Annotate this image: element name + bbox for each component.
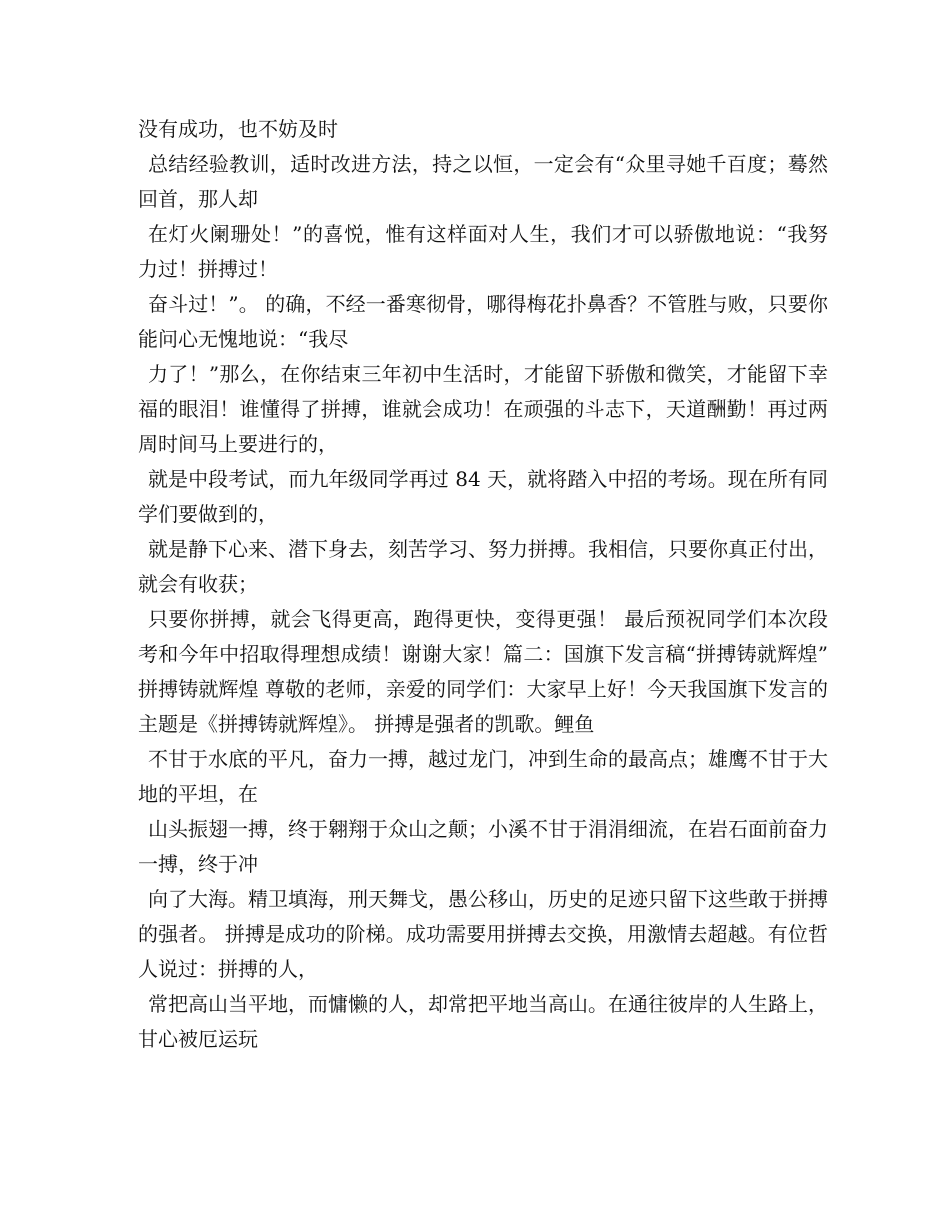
paragraph: 总结经验教训，适时改进方法，持之以恒，一定会有“众里寻她千百度；蓦然回首，那人却 <box>138 152 828 211</box>
paragraph: 在灯火阑珊处！”的喜悦，惟有这样面对人生，我们才可以骄傲地说：“我努力过！拼搏过！ <box>138 222 828 281</box>
paragraph: 没有成功，也不妨及时 <box>138 117 338 141</box>
paragraph: 常把高山当平地，而慵懒的人，却常把平地当高山。在通往彼岸的人生路上，甘心被厄运玩 <box>138 992 828 1051</box>
paragraph: 只要你拼搏，就会飞得更高，跑得更快，变得更强！ 最后预祝同学们本次段考和今年中招取得理想成绩！谢谢大家！篇二：国旗下发言稿“拼搏铸就辉煌” 拼搏铸就辉煌 尊敬的老师，亲爱的同学们：大家早上好！今天我国旗下发言的主题是《拼搏铸就辉煌》。 拼搏是强者的凯歌。鲤鱼 <box>138 607 848 736</box>
paragraph: 就是中段考试，而九年级同学再过 84 天，就将踏入中招的考场。现在所有同学们要做到的， <box>138 467 828 526</box>
paragraph: 不甘于水底的平凡，奋力一搏，越过龙门，冲到生命的最高点；雄鹰不甘于大地的平坦，在 <box>138 747 828 806</box>
paragraph: 奋斗过！”。 的确，不经一番寒彻骨，哪得梅花扑鼻香？不管胜与败，只要你能问心无愧地说：“我尽 <box>138 292 828 351</box>
paragraph: 向了大海。精卫填海，刑天舞戈，愚公移山，历史的足迹只留下这些敢于拼搏的强者。 拼搏是成功的阶梯。成功需要用拼搏去交换，用激情去超越。有位哲人说过：拼搏的人， <box>138 887 828 981</box>
paragraph: 山头振翅一搏，终于翱翔于众山之颠；小溪不甘于涓涓细流，在岩石面前奋力一搏，终于冲 <box>138 817 828 876</box>
body-text <box>138 112 848 1057</box>
paragraph: 就是静下心来、潜下身去，刻苦学习、努力拼搏。我相信，只要你真正付出，就会有收获； <box>138 537 828 596</box>
paragraph: 力了！”那么，在你结束三年初中生活时，才能留下骄傲和微笑，才能留下幸福的眼泪！谁懂得了拼搏，谁就会成功！在顽强的斗志下，天道酬勤！再过两周时间马上要进行的， <box>138 362 828 456</box>
